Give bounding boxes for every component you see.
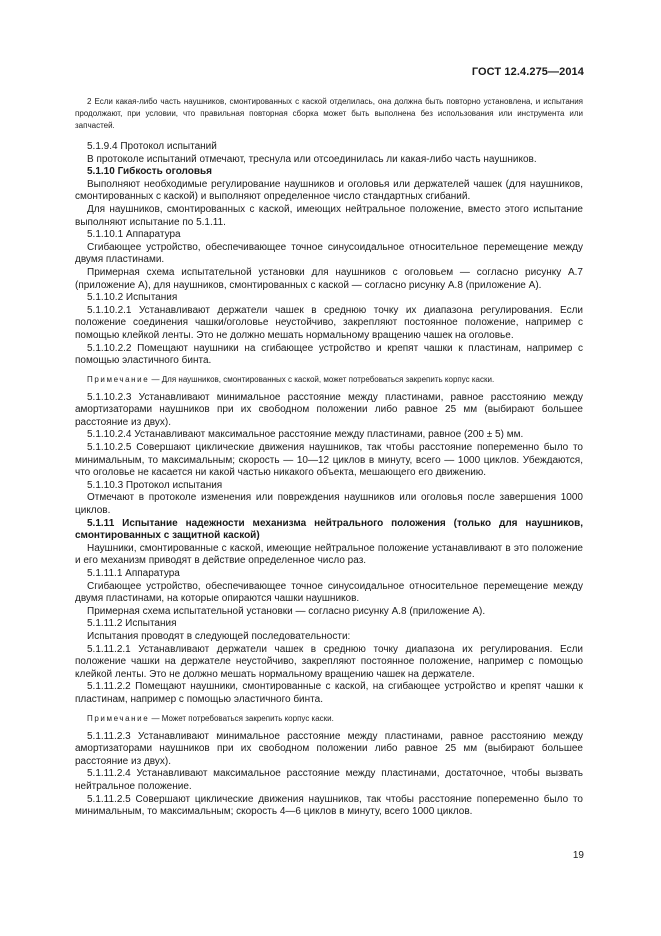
paragraph: Для наушников, смонтированных с каской, имеющих нейтральное положение, вместо этого испытание выполняют испытание по 5.1.11. <box>75 203 583 228</box>
paragraph: В протоколе испытаний отмечают, треснула или отсоединилась ли какая-либо часть наушников. <box>87 153 537 165</box>
clause-5-1-11-1-title: 5.1.11.1 Аппаратура <box>87 568 180 579</box>
footnote-2: 2 Если какая-либо часть наушников, смонтированных с каской отделилась, она должна быть повторно установлена, и испытания продолжают, при условии, что правильная повторная сборка может быть выполнена без использования или инструмента или запчастей. <box>75 97 583 130</box>
note-text: — Может потребоваться закрепить корпус каски. <box>149 713 334 723</box>
paragraph: 5.1.10.2.1 Устанавливают держатели чашек в среднюю точку их диапазона регулирования. Если положение соединения чашки/оголовье неустойчиво, закрепляют постоянное положение, например с помощью клейкой ленты. Это не должно мешать нормальному вращению чашек на оголовье. <box>75 304 583 341</box>
paragraph: 5.1.11.2.1 Устанавливают держатели чашек в среднюю точку диапазона их регулирования. Если положение чашки на держателе неустойчиво, закрепляют постоянное положение, например с помощью клейкой ленты. Это не должно мешать нормальному вращению чашек на держателе. <box>75 643 583 680</box>
note-label: Примечание <box>87 374 150 384</box>
paragraph: 5.1.10.2.2 Помещают наушники на сгибающее устройство и крепят чашки к пластинам, например с помощью эластичного бинта. <box>75 342 583 367</box>
paragraph: 5.1.10.2.5 Совершают циклические движения наушников, так чтобы расстояние попеременно было то минимальным, то максимальным; скорость — 10—12 циклов в минуту, всего — 1000 циклов. Убеждаются, что оголовье не касается ни какой частью никакого объекта, мешающего его движению. <box>75 442 583 479</box>
paragraph: Наушники, смонтированные с каской, имеющие нейтральное положение устанавливают в это положение и его механизм приводят в действие определенное число раз. <box>75 542 583 567</box>
paragraph: 5.1.11.2.4 Устанавливают максимальное расстояние между пластинами, достаточное, чтобы вызвать нейтральное положение. <box>75 768 583 792</box>
clause-5-1-10-heading: 5.1.10 Гибкость оголовья <box>87 166 213 178</box>
clause-5-1-11-2-title: 5.1.11.2 Испытания <box>87 618 177 630</box>
clause-5-1-9-4-title: 5.1.9.4 Протокол испытаний <box>87 141 217 152</box>
page-body <box>75 96 583 819</box>
paragraph: Выполняют необходимые регулирование наушников и оголовья или держателей чашек (для наушников, смонтированных с каской) и выполняют определенное число стандартных сгибаний. <box>75 178 583 203</box>
paragraph: 5.1.10.2.4 Устанавливают максимальное расстояние между пластинами, равное (200 ± 5) мм. <box>87 429 524 441</box>
standard-id-header: ГОСТ 12.4.275—2014 <box>471 66 584 78</box>
paragraph: 5.1.11.2.3 Устанавливают минимальное расстояние между пластинами, равное расстоянию между амортизаторами наушников при их свободном положении либо равное 25 мм (выбирают большее расстояние из двух). <box>75 730 583 767</box>
paragraph: 5.1.10.2.3 Устанавливают минимальное расстояние между пластинами, равное расстоянию между амортизаторами наушников при их свободном положении либо равное 25 мм (выбирают большее расстояние из двух). <box>75 391 583 428</box>
note-2 <box>75 713 583 725</box>
paragraph: Примерная схема испытательной установки — согласно рисунку А.8 (приложение А). <box>87 605 486 617</box>
paragraph: Отмечают в протоколе изменения или повреждения наушников или оголовья после завершения 1000 циклов. <box>75 492 583 517</box>
note-1 <box>75 374 583 386</box>
paragraph: Испытания проводят в следующей последовательности: <box>87 630 351 642</box>
paragraph: Сгибающее устройство, обеспечивающее точное синусоидальное относительное перемещение между двумя пластинами, на которые опираются чашки наушников. <box>75 580 583 605</box>
clause-5-1-10-1-title: 5.1.10.1 Аппаратура <box>87 229 181 241</box>
clause-5-1-10-3-title: 5.1.10.3 Протокол испытания <box>87 479 223 491</box>
paragraph: Примерная схема испытательной установки для наушников с оголовьем — согласно рисунку А.7 (приложение А), для наушников, смонтированных с каской — согласно рисунку А.8 (приложение А). <box>75 266 583 291</box>
paragraph: 5.1.11.2.2 Помещают наушники, смонтированные с каской, на сгибающее устройство и крепят чашки к пластинам, например с помощью эластичного бинта. <box>75 681 583 705</box>
note-text: — Для наушников, смонтированных с каской, может потребоваться закрепить корпус каски. <box>149 374 495 384</box>
paragraph: Сгибающее устройство, обеспечивающее точное синусоидальное относительное перемещение между двумя пластинами. <box>75 241 583 266</box>
clause-5-1-10-2-title: 5.1.10.2 Испытания <box>87 292 178 304</box>
clause-5-1-11-heading: 5.1.11 Испытание надежности механизма нейтрального положения (только для наушников, смонтированных с защитной каской) <box>75 517 583 542</box>
paragraph: 5.1.11.2.5 Совершают циклические движения наушников, так чтобы расстояние попеременно было то минимальным, то максимальным; скорость 4—6 циклов в минуту, всего 1000 циклов. <box>75 793 583 818</box>
page-number: 19 <box>572 850 584 861</box>
note-label: Примечание <box>87 713 150 723</box>
